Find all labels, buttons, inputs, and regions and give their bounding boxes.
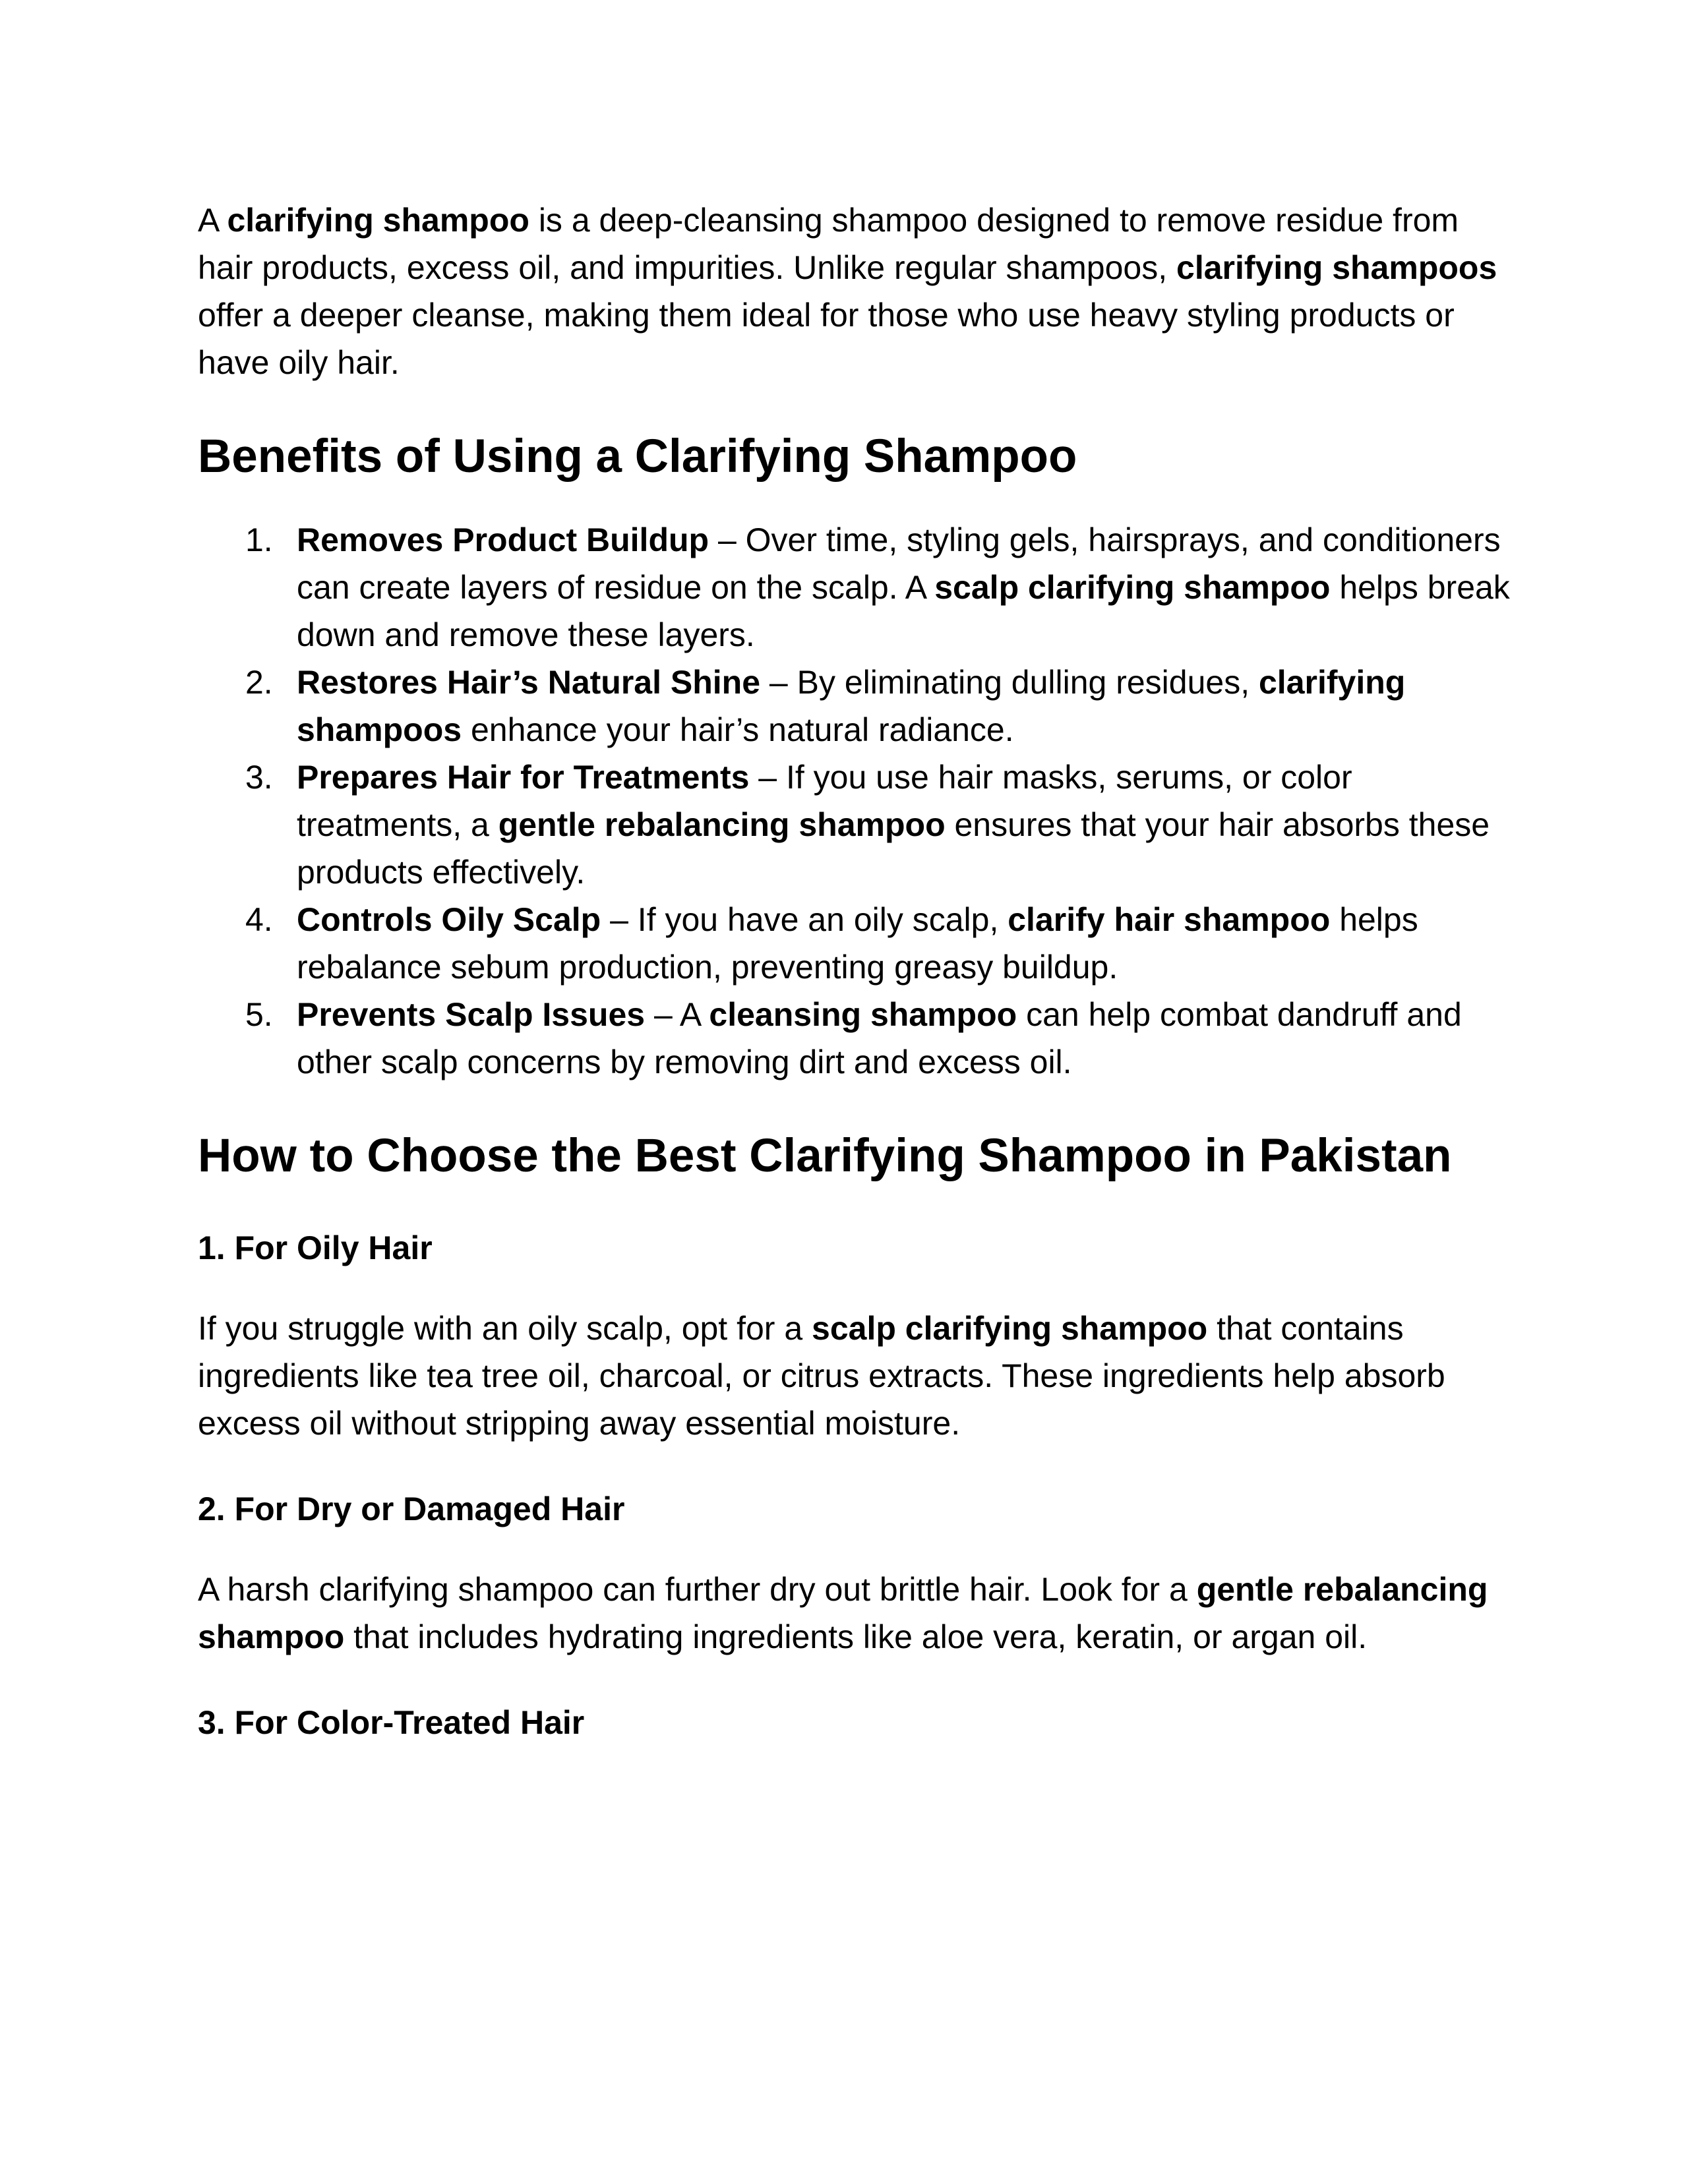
benefits-list — [198, 516, 1510, 1086]
list-item-number: 1. — [245, 521, 273, 558]
intro-text-3: offer a deeper cleanse, making them ideal for those who use heavy styling products or have oily hair. — [198, 297, 1455, 381]
dry-bold-1: gentle rebalancing shampoo — [198, 1571, 1488, 1655]
dry-text-1: A harsh clarifying shampoo can further dry out brittle hair. Look for a — [198, 1571, 1197, 1608]
oily-text-2: that contains ingredients like tea tree oil, charcoal, or citrus extracts. These ingredients help absorb excess oil without stripping away essential moisture. — [198, 1310, 1445, 1442]
list-item-bold: cleansing shampoo — [709, 996, 1017, 1033]
choose-heading: How to Choose the Best Clarifying Shampoo in Pakistan — [198, 1130, 1452, 1182]
benefits-heading: Benefits of Using a Clarifying Shampoo — [198, 430, 1077, 483]
document-content — [198, 196, 1510, 1746]
oily-hair-heading: 1. For Oily Hair — [198, 1229, 433, 1266]
oily-bold-1: scalp clarifying shampoo — [812, 1310, 1208, 1347]
intro-text-2: is a deep-cleansing shampoo designed to remove residue from hair products, excess oil, and impurities. Unlike regular shampoos, — [198, 202, 1459, 286]
list-item-text: helps rebalance sebum production, preventing greasy buildup. — [297, 901, 1418, 986]
list-item-number: 3. — [245, 759, 273, 796]
list-item-text: – A — [645, 996, 709, 1033]
dry-hair-heading: 2. For Dry or Damaged Hair — [198, 1490, 625, 1527]
intro-paragraph — [198, 196, 1510, 386]
list-item-bold: scalp clarifying shampoo — [934, 569, 1331, 606]
list-item — [198, 516, 1510, 659]
intro-bold-2: clarifying shampoos — [1176, 249, 1497, 286]
list-item-text: – Over time, styling gels, hairsprays, and conditioners can create layers of residue on the scalp. A — [297, 521, 1501, 606]
list-item — [198, 896, 1510, 991]
list-item — [198, 753, 1510, 896]
list-item-bold: clarifying shampoos — [297, 664, 1406, 748]
list-item-title: Prevents Scalp Issues — [297, 996, 646, 1033]
intro-bold-1: clarifying shampoo — [227, 202, 529, 239]
list-item-number: 5. — [245, 996, 273, 1033]
list-item-number: 2. — [245, 664, 273, 701]
list-item-text: – If you have an oily scalp, — [601, 901, 1008, 938]
list-item-text: helps break down and remove these layers. — [297, 569, 1510, 653]
list-item-text: enhance your hair’s natural radiance. — [462, 711, 1014, 748]
list-item-title: Removes Product Buildup — [297, 521, 709, 558]
list-item-bold: gentle rebalancing shampoo — [498, 806, 946, 843]
list-item-title: Restores Hair’s Natural Shine — [297, 664, 761, 701]
list-item-text: can help combat dandruff and other scalp concerns by removing dirt and excess oil. — [297, 996, 1462, 1080]
dry-hair-paragraph — [198, 1566, 1510, 1661]
oily-text-1: If you struggle with an oily scalp, opt for a — [198, 1310, 812, 1347]
list-item-title: Controls Oily Scalp — [297, 901, 601, 938]
list-item-text: – By eliminating dulling residues, — [760, 664, 1259, 701]
list-item-text: – If you use hair masks, serums, or color treatments, a — [297, 759, 1352, 843]
list-item-title: Prepares Hair for Treatments — [297, 759, 750, 796]
color-treated-heading: 3. For Color-Treated Hair — [198, 1704, 585, 1741]
dry-text-2: that includes hydrating ingredients like aloe vera, keratin, or argan oil. — [344, 1618, 1368, 1655]
list-item — [198, 991, 1510, 1086]
intro-text-1: A — [198, 202, 227, 239]
oily-hair-paragraph — [198, 1305, 1510, 1447]
list-item — [198, 659, 1510, 753]
list-item-text: ensures that your hair absorbs these products effectively. — [297, 806, 1490, 891]
list-item-bold: clarify hair shampoo — [1008, 901, 1331, 938]
list-item-number: 4. — [245, 901, 273, 938]
